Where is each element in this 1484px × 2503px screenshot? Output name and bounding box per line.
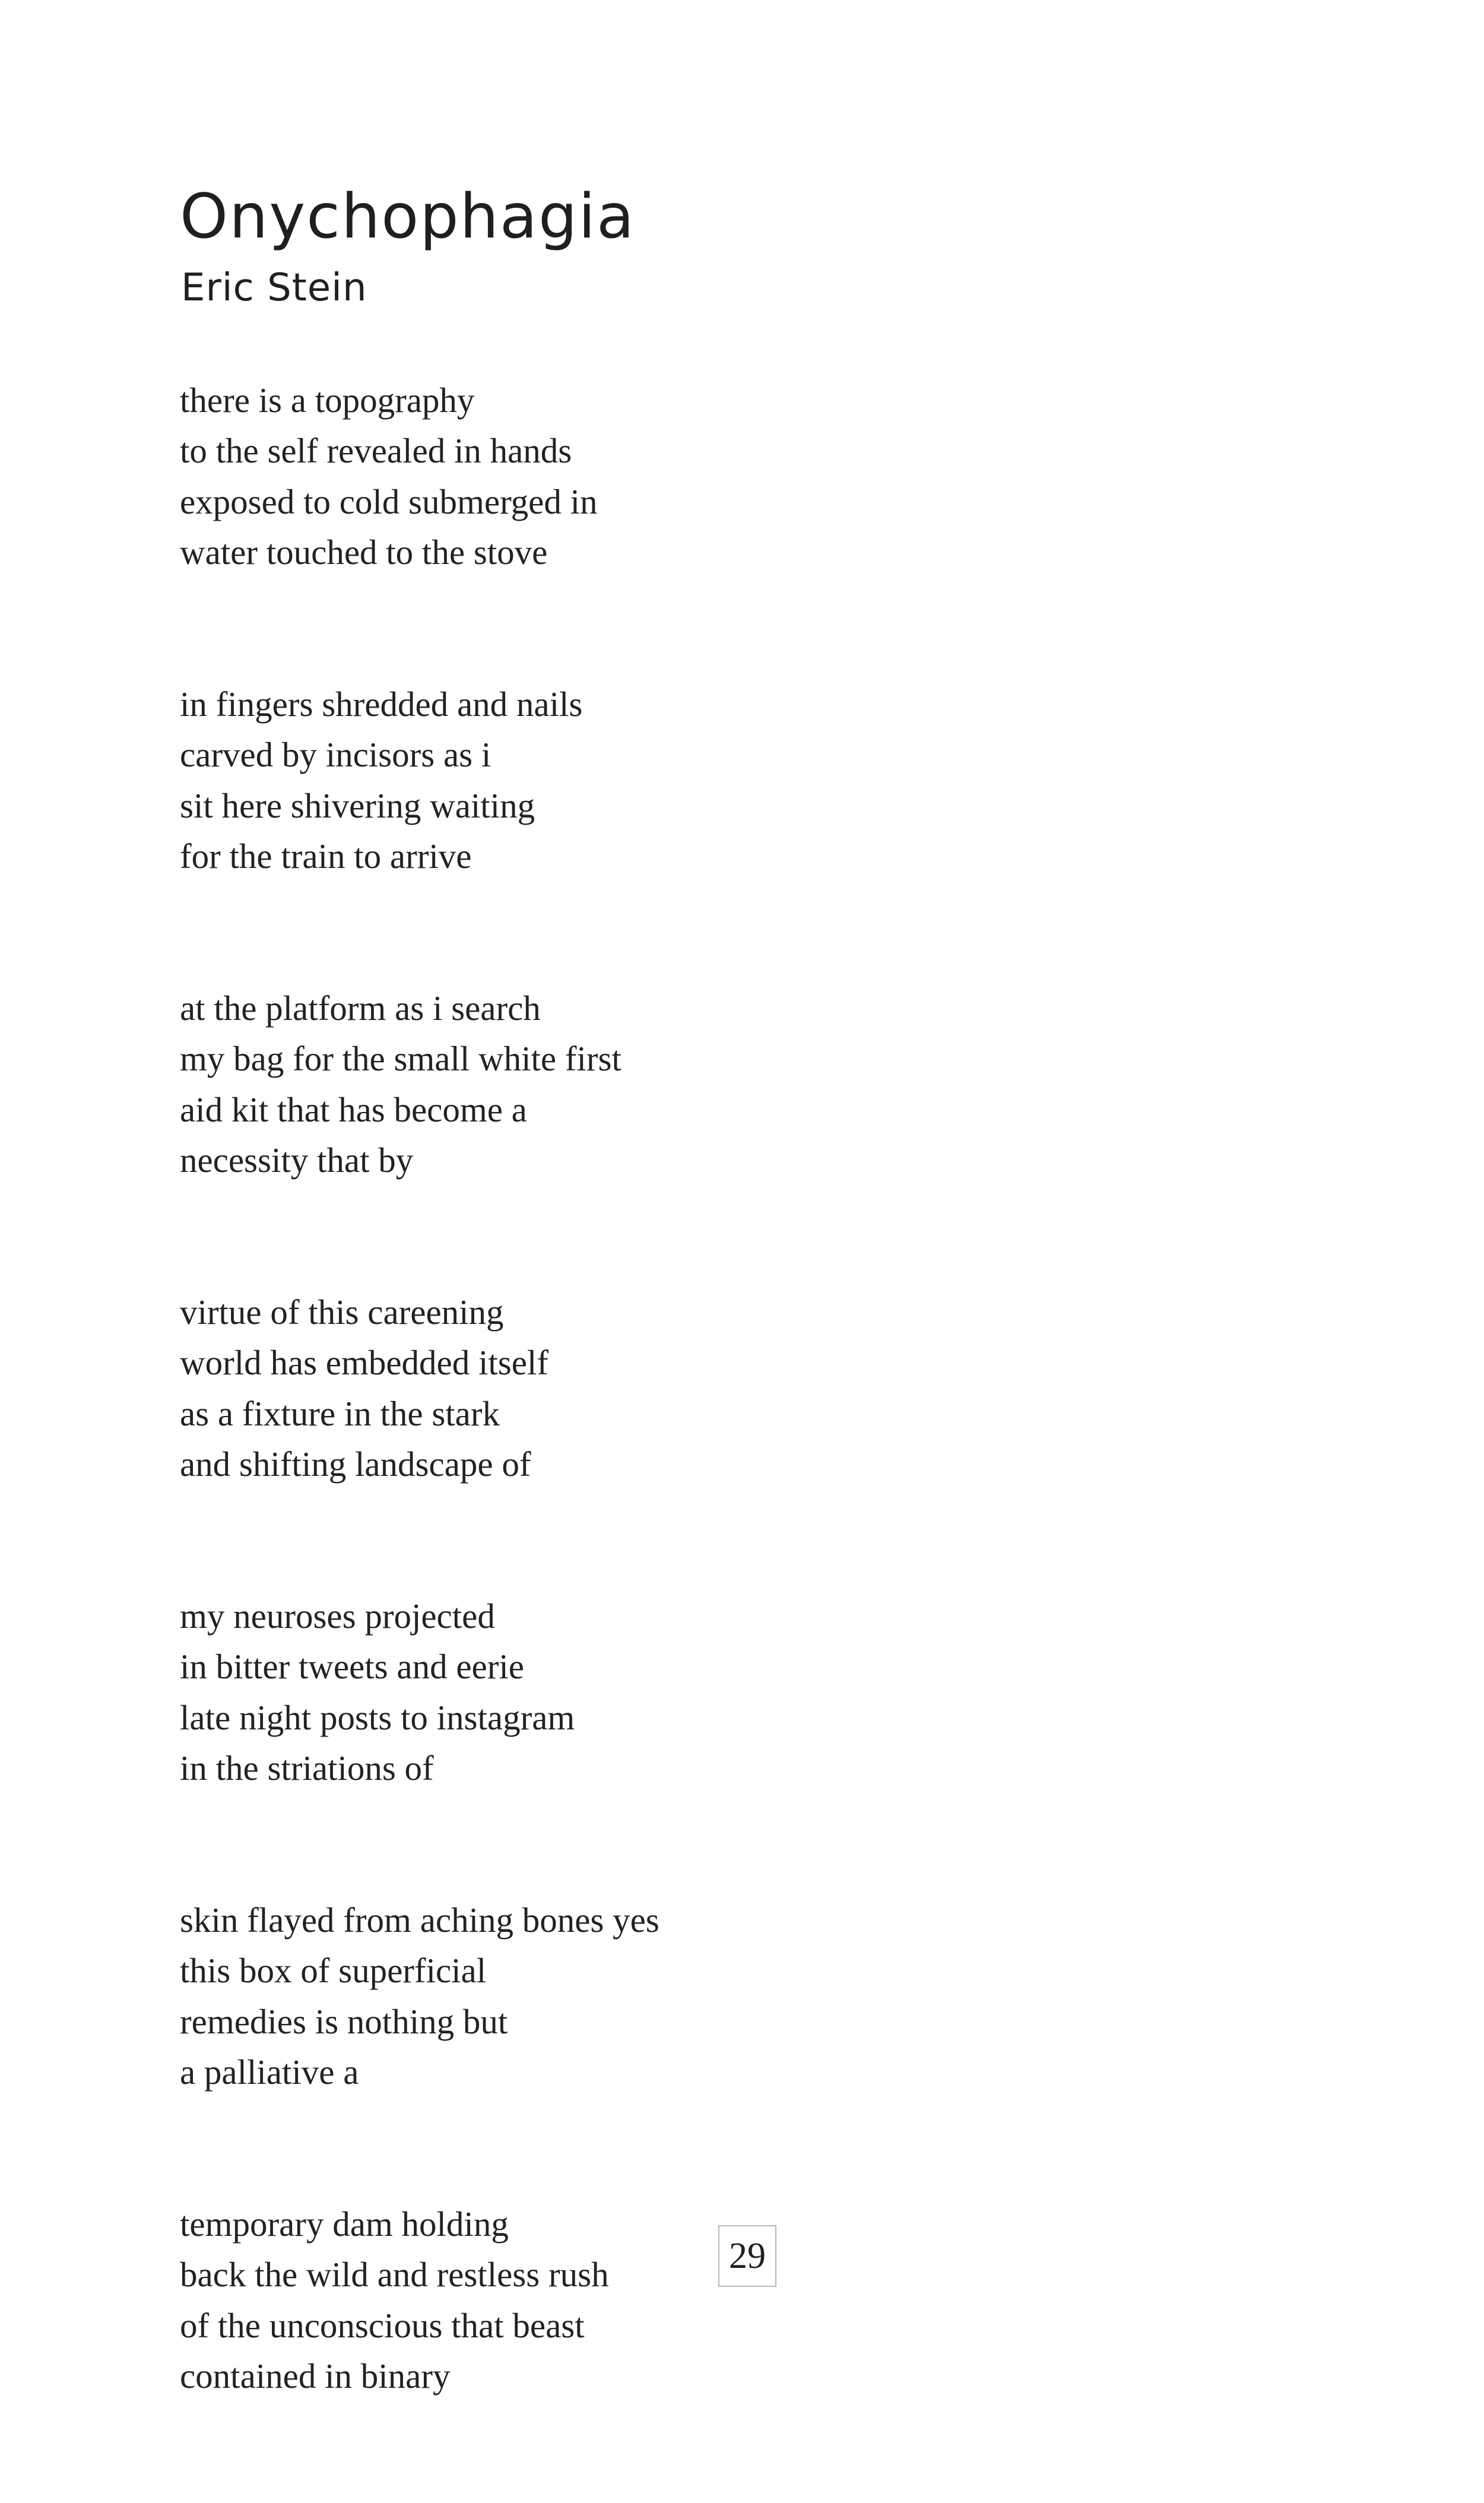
poem-line: this box of superficial <box>180 1951 487 1991</box>
stanza-1 <box>180 375 659 578</box>
poem-author: Eric Stein <box>181 266 367 310</box>
poem-line: remedies is nothing but <box>180 2001 508 2041</box>
stanza-6 <box>180 1895 659 2098</box>
poem-line: of the unconscious that beast <box>180 2305 585 2345</box>
poem-line: necessity that by <box>180 1140 414 1180</box>
poem-line: temporary dam holding <box>180 2204 509 2244</box>
poem-line: sit here shivering waiting <box>180 785 535 825</box>
poem-line: and shifting landscape of <box>180 1444 531 1484</box>
poem-line: my neuroses projected <box>180 1596 495 1636</box>
poem-line: water touched to the stove <box>180 532 548 572</box>
poem-title: Onychophagia <box>180 181 636 252</box>
poem-line: as a fixture in the stark <box>180 1393 500 1433</box>
poem-line: a palliative a <box>180 2052 359 2092</box>
stanza-7 <box>180 2199 659 2401</box>
stanza-3 <box>180 983 659 1186</box>
poem-line: carved by incisors as i <box>180 735 492 775</box>
poem-line: in bitter tweets and eerie <box>180 1647 524 1687</box>
poem-line: for the train to arrive <box>180 836 472 876</box>
poem-line: aid kit that has become a <box>180 1089 527 1129</box>
poem-line: back the wild and restless rush <box>180 2255 609 2295</box>
poem-line: there is a topography <box>180 381 475 420</box>
poem-line: in fingers shredded and nails <box>180 685 583 724</box>
page-number: 29 <box>718 2225 776 2287</box>
poem-body <box>180 375 659 2503</box>
poem-line: skin flayed from aching bones yes <box>180 1900 659 1940</box>
poem-line: world has embedded itself <box>180 1343 548 1383</box>
poem-line: at the platform as i search <box>180 988 541 1028</box>
poem-line: my bag for the small white first <box>180 1039 621 1079</box>
poem-line: virtue of this careening <box>180 1292 504 1332</box>
poem-line: contained in binary <box>180 2356 451 2396</box>
stanza-5 <box>180 1591 659 1794</box>
stanza-2 <box>180 679 659 882</box>
poem-line: in the striations of <box>180 1748 434 1788</box>
stanza-4 <box>180 1287 659 1490</box>
poem-line: late night posts to instagram <box>180 1697 575 1737</box>
poem-line: to the self revealed in hands <box>180 431 572 471</box>
poem-line: exposed to cold submerged in <box>180 481 598 521</box>
